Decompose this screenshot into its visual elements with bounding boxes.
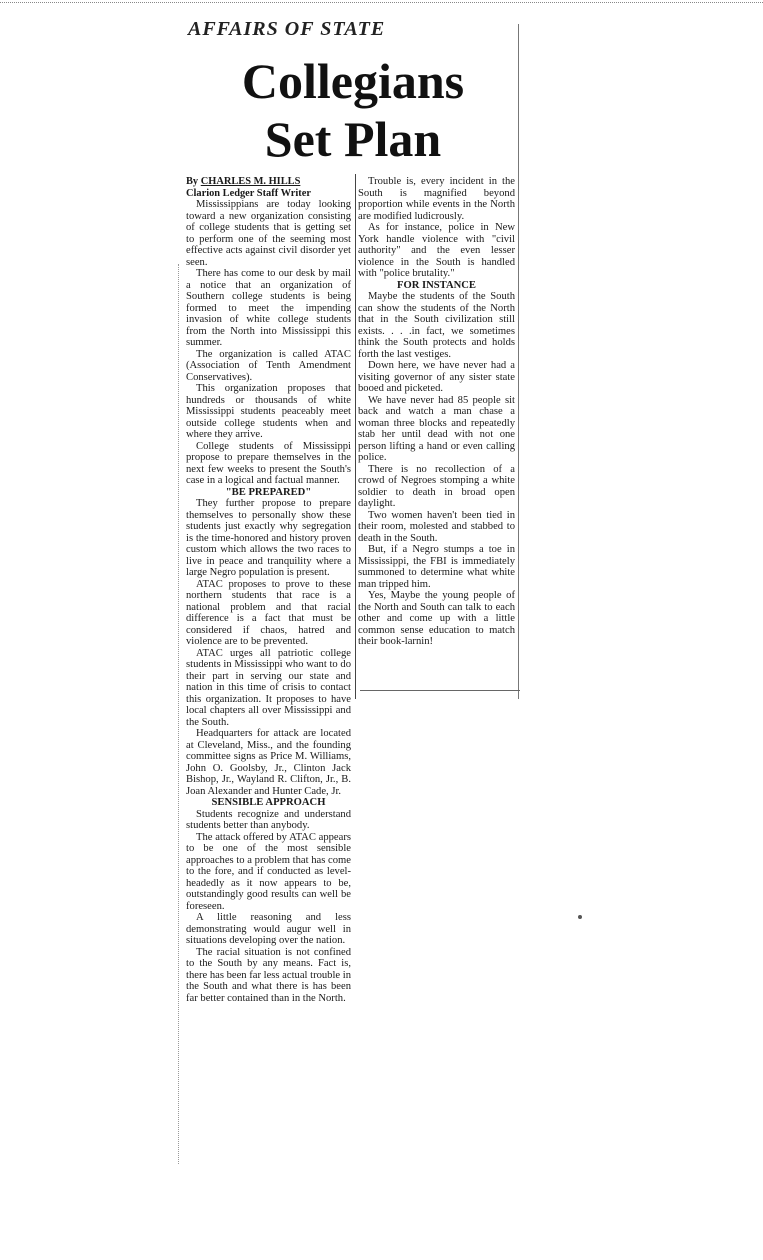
article-paragraph: ATAC proposes to prove to these northern students that race is a national problem and that racial difference is a fact that must be considered if chaos, hatred and violence are to be prevented. xyxy=(186,578,351,647)
article-paragraph: This organization proposes that hundreds or thousands of white Mississippi students peaceably meet outside college students when and where they arrive. xyxy=(186,383,351,440)
article-paragraph: There is no recollection of a crowd of Negroes stomping a white soldier to death in broad open daylight. xyxy=(358,463,515,509)
article-paragraph: College students of Mississippi propose to prepare themselves in the next few weeks to present the South's case in a logical and factual manner. xyxy=(186,440,351,486)
headline xyxy=(218,52,488,168)
left-column-body xyxy=(186,199,351,1004)
article-end-rule xyxy=(360,690,520,691)
article-paragraph: ATAC urges all patriotic college students in Mississippi who want to do their part in serving our state and nation in this time of crisis to contact this organization. It proposes to have local chapters all over Mississippi and the South. xyxy=(186,647,351,728)
article-paragraph: The organization is called ATAC (Association of Tenth Amendment Conservatives). xyxy=(186,348,351,383)
article-paragraph: Two women haven't been tied in their room, molested and stabbed to death in the South. xyxy=(358,509,515,544)
headline-line-2: Set Plan xyxy=(264,111,442,167)
article-paragraph: Headquarters for attack are located at Cleveland, Miss., and the founding committee signs as Price M. Williams, John O. Goolsby, Jr., Clinton Jack Bishop, Jr., Wayland R. Clifton, Jr., B. Joan Alexander and Hunter Cade, Jr. xyxy=(186,728,351,797)
right-column-body xyxy=(358,176,515,648)
headline-line-1: Collegians xyxy=(241,53,465,109)
clipping-right-edge xyxy=(518,24,519,699)
byline-prefix: By xyxy=(186,176,199,187)
article-paragraph: There has come to our desk by mail a notice that an organization of Southern college students is being formed to meet the impending invasion of white college students from the North into Mississippi this summer. xyxy=(186,268,351,348)
article-paragraph: Maybe the students of the South can show the students of the North that in the South civilization still exists. . . .in fact, we sometimes think the South protects and holds forth the last vestiges. xyxy=(358,291,515,360)
article-paragraph: Students recognize and understand students better than anybody. xyxy=(186,808,351,831)
article-paragraph: The attack offered by ATAC appears to be one of the most sensible approaches to a problem that has come to the fore, and if conducted as level-headedly as it now appears to be, outstandingly good results can well be foreseen. xyxy=(186,831,351,912)
column-divider xyxy=(355,174,356,699)
section-subhead: SENSIBLE APPROACH xyxy=(211,797,326,808)
section-subhead: FOR INSTANCE xyxy=(397,279,476,291)
article-paragraph: The racial situation is not confined to the South by any means. Fact is, there has been far less actual trouble in the South and what there is has been far better contained than in the North. xyxy=(186,946,352,1004)
article-paragraph: Mississippians are today looking toward a new organization consisting of college students that is getting set to perform one of the seeming most effective acts against civil disorder yet seen. xyxy=(186,199,351,268)
byline-title: Clarion Ledger Staff Writer xyxy=(186,187,311,199)
article-paragraph: They further propose to prepare themselves to personally show these students just exactly why segregation is the time-honored and history proven custom which allows the two races to live in peace and tranquility where a large Negro population is present. xyxy=(186,498,351,578)
article-paragraph: But, if a Negro stumps a toe in Mississippi, the FBI is immediately summoned to determine what white man tripped him. xyxy=(358,544,515,590)
scan-speck xyxy=(578,915,582,919)
article-paragraph: Yes, Maybe the young people of the North and South can talk to each other and come up with a little common sense education to match their book-larnin! xyxy=(358,590,515,647)
left-column xyxy=(186,176,351,1004)
section-subhead: "BE PREPARED" xyxy=(225,486,312,498)
byline xyxy=(186,176,351,188)
article-paragraph: Trouble is, every incident in the South is magnified beyond proportion while events in the North are modified ludicrously. xyxy=(358,176,515,222)
right-column xyxy=(358,176,515,648)
page-top-rule xyxy=(0,2,763,3)
article-paragraph: As for instance, police in New York handle violence with "civil authority" and the even lesser violence in the South is handled with "police brutality." xyxy=(358,222,515,279)
article-paragraph: Down here, we have never had a visiting governor of any sister state booed and picketed. xyxy=(358,360,515,394)
byline-author: CHARLES M. HILLS xyxy=(200,176,301,187)
column-kicker: AFFAIRS OF STATE xyxy=(188,18,386,40)
newspaper-clipping xyxy=(178,14,523,1154)
article-paragraph: A little reasoning and less demonstrating would augur well in situations developing over the nation. xyxy=(186,912,351,946)
article-paragraph: We have never had 85 people sit back and watch a man chase a woman three blocks and repeatedly stab her until dead with not one person lifting a hand or even calling police. xyxy=(358,394,515,463)
clipping-edge xyxy=(178,264,185,1164)
